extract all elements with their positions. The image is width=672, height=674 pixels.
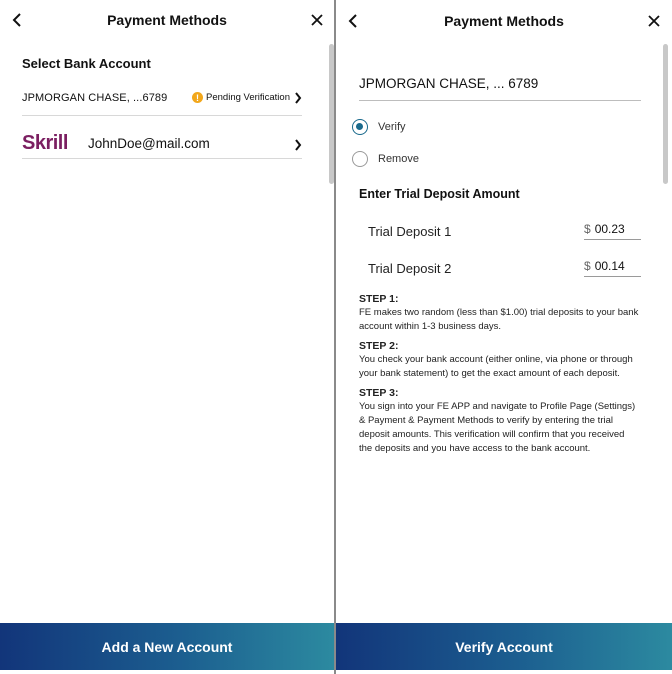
warning-icon: ! [192,92,203,103]
trial-deposit-2-label: Trial Deposit 2 [368,261,452,276]
verify-label: Verify [378,121,406,133]
close-icon[interactable] [647,14,661,33]
add-new-account-button[interactable]: Add a New Account [0,623,334,670]
step-2-text: You check your bank account (either online, via phone or through your bank statement) to get the exact amount of each deposit. [359,354,633,379]
bank-account-field[interactable]: JPMORGAN CHASE, ... 6789 [359,76,641,101]
trial-deposit-1-input[interactable] [584,222,641,240]
status-badge [192,92,290,103]
chevron-right-icon [294,91,302,107]
currency-symbol: $ [584,259,591,273]
payment-methods-screen-right [336,0,672,674]
deposit-section-title: Enter Trial Deposit Amount [359,187,520,201]
trial-deposit-1-value: 00.23 [594,222,625,236]
remove-radio[interactable] [352,151,368,167]
step-1-heading: STEP 1: [359,293,399,305]
status-text: Pending Verification [206,92,290,103]
step-3-text: You sign into your FE APP and navigate to Profile Page (Settings) & Payment & Payment Methods to verify by entering the trial deposit amounts. This verification will confirm that you received the deposits and you have access to the bank account. [359,401,636,454]
page-title: Payment Methods [444,13,564,29]
bank-account-row[interactable] [22,85,302,116]
scrollbar[interactable] [663,44,668,184]
step-2-heading: STEP 2: [359,340,399,352]
step-3-heading: STEP 3: [359,387,399,399]
skrill-email: JohnDoe@mail.com [88,136,210,151]
skrill-logo: Skrill [22,132,68,154]
trial-deposit-2-input[interactable] [584,259,641,277]
skrill-account-row[interactable] [22,128,302,159]
trial-deposit-2-value: 00.14 [594,259,625,273]
remove-label: Remove [378,153,419,165]
remove-option[interactable] [352,151,419,167]
trial-deposit-1-label: Trial Deposit 1 [368,224,452,239]
verify-radio[interactable] [352,119,368,135]
close-icon[interactable] [310,13,324,32]
step-1-text: FE makes two random (less than $1.00) trial deposits to your bank account within 1-3 business days. [359,307,639,332]
page-title: Payment Methods [107,12,227,28]
verify-option[interactable] [352,119,406,135]
currency-symbol: $ [584,222,591,236]
section-label: Select Bank Account [22,56,151,71]
bank-name: JPMORGAN CHASE, ...6789 [22,92,168,104]
chevron-right-icon [294,138,302,154]
payment-methods-screen-left [0,0,334,674]
verification-steps [359,292,640,456]
verify-account-button[interactable]: Verify Account [336,623,672,670]
